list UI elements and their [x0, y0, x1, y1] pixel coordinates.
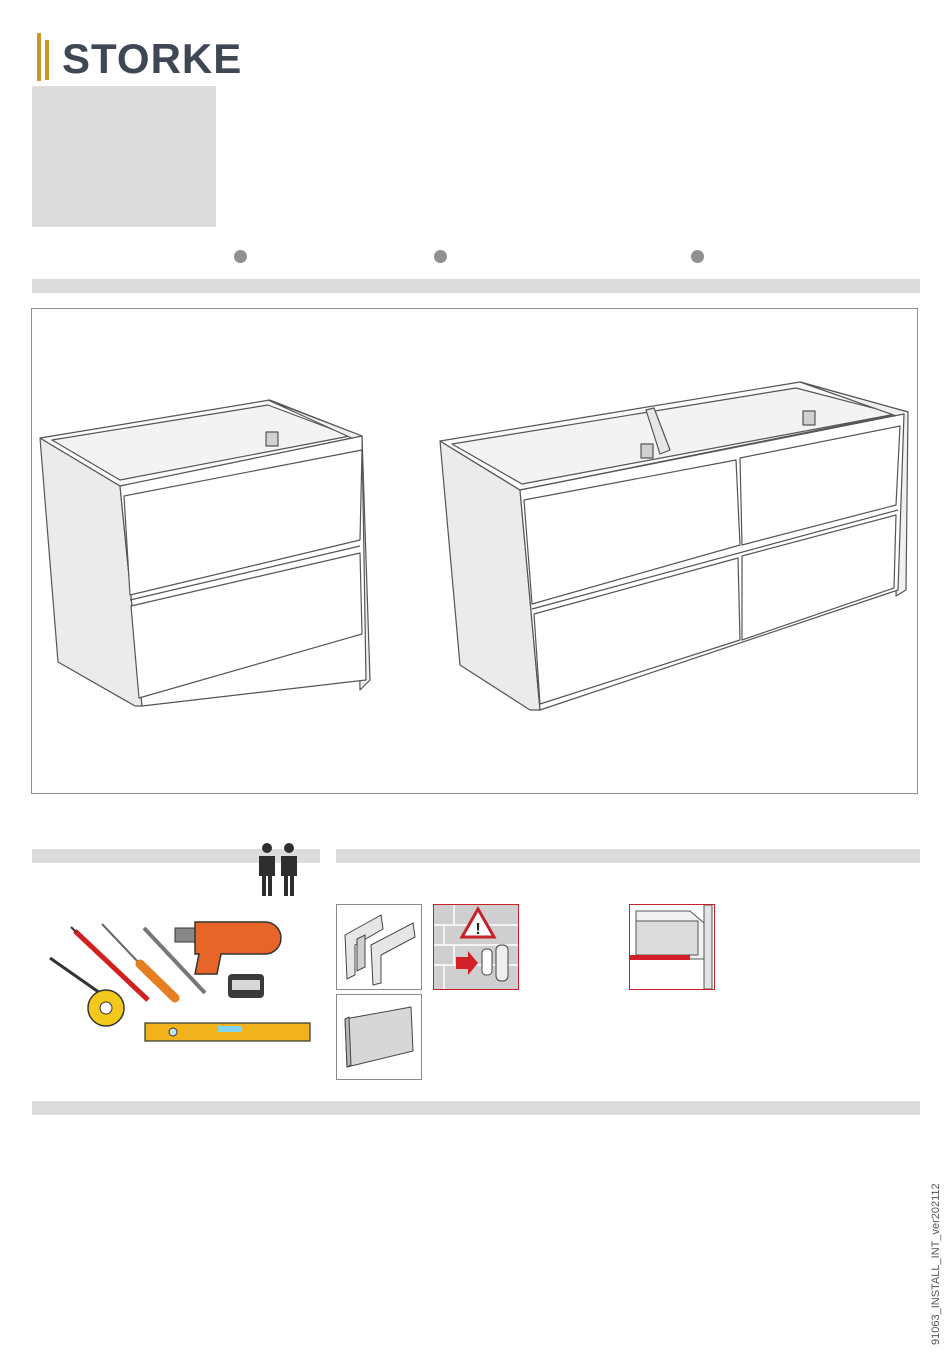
parts-band: [336, 849, 920, 863]
small-cabinet-icon: [40, 400, 370, 706]
back-panel-icon: [337, 995, 421, 1079]
two-persons-icon: [256, 842, 302, 898]
back-panel-frame: [336, 994, 422, 1080]
svg-text:!: !: [475, 921, 481, 938]
section-band: [32, 1101, 920, 1115]
spirit-level-icon: [145, 1023, 310, 1041]
cordless-drill-icon: [175, 922, 281, 998]
worktop-edge-icon: [630, 905, 714, 989]
bracket-icon: [337, 905, 421, 989]
large-cabinet-icon: [440, 382, 908, 710]
screwdriver-icon: [102, 924, 175, 998]
document-code: 91063_INSTALL_INT_ver202112: [930, 1183, 942, 1345]
worktop-edge-panel: [629, 904, 715, 990]
wall-brackets-panel: [336, 904, 422, 990]
wall-plug-warning-panel: [433, 904, 519, 990]
brand-name: STORKE: [62, 35, 243, 82]
tools-illustration: [40, 918, 320, 1048]
warning-icon: [434, 905, 518, 989]
